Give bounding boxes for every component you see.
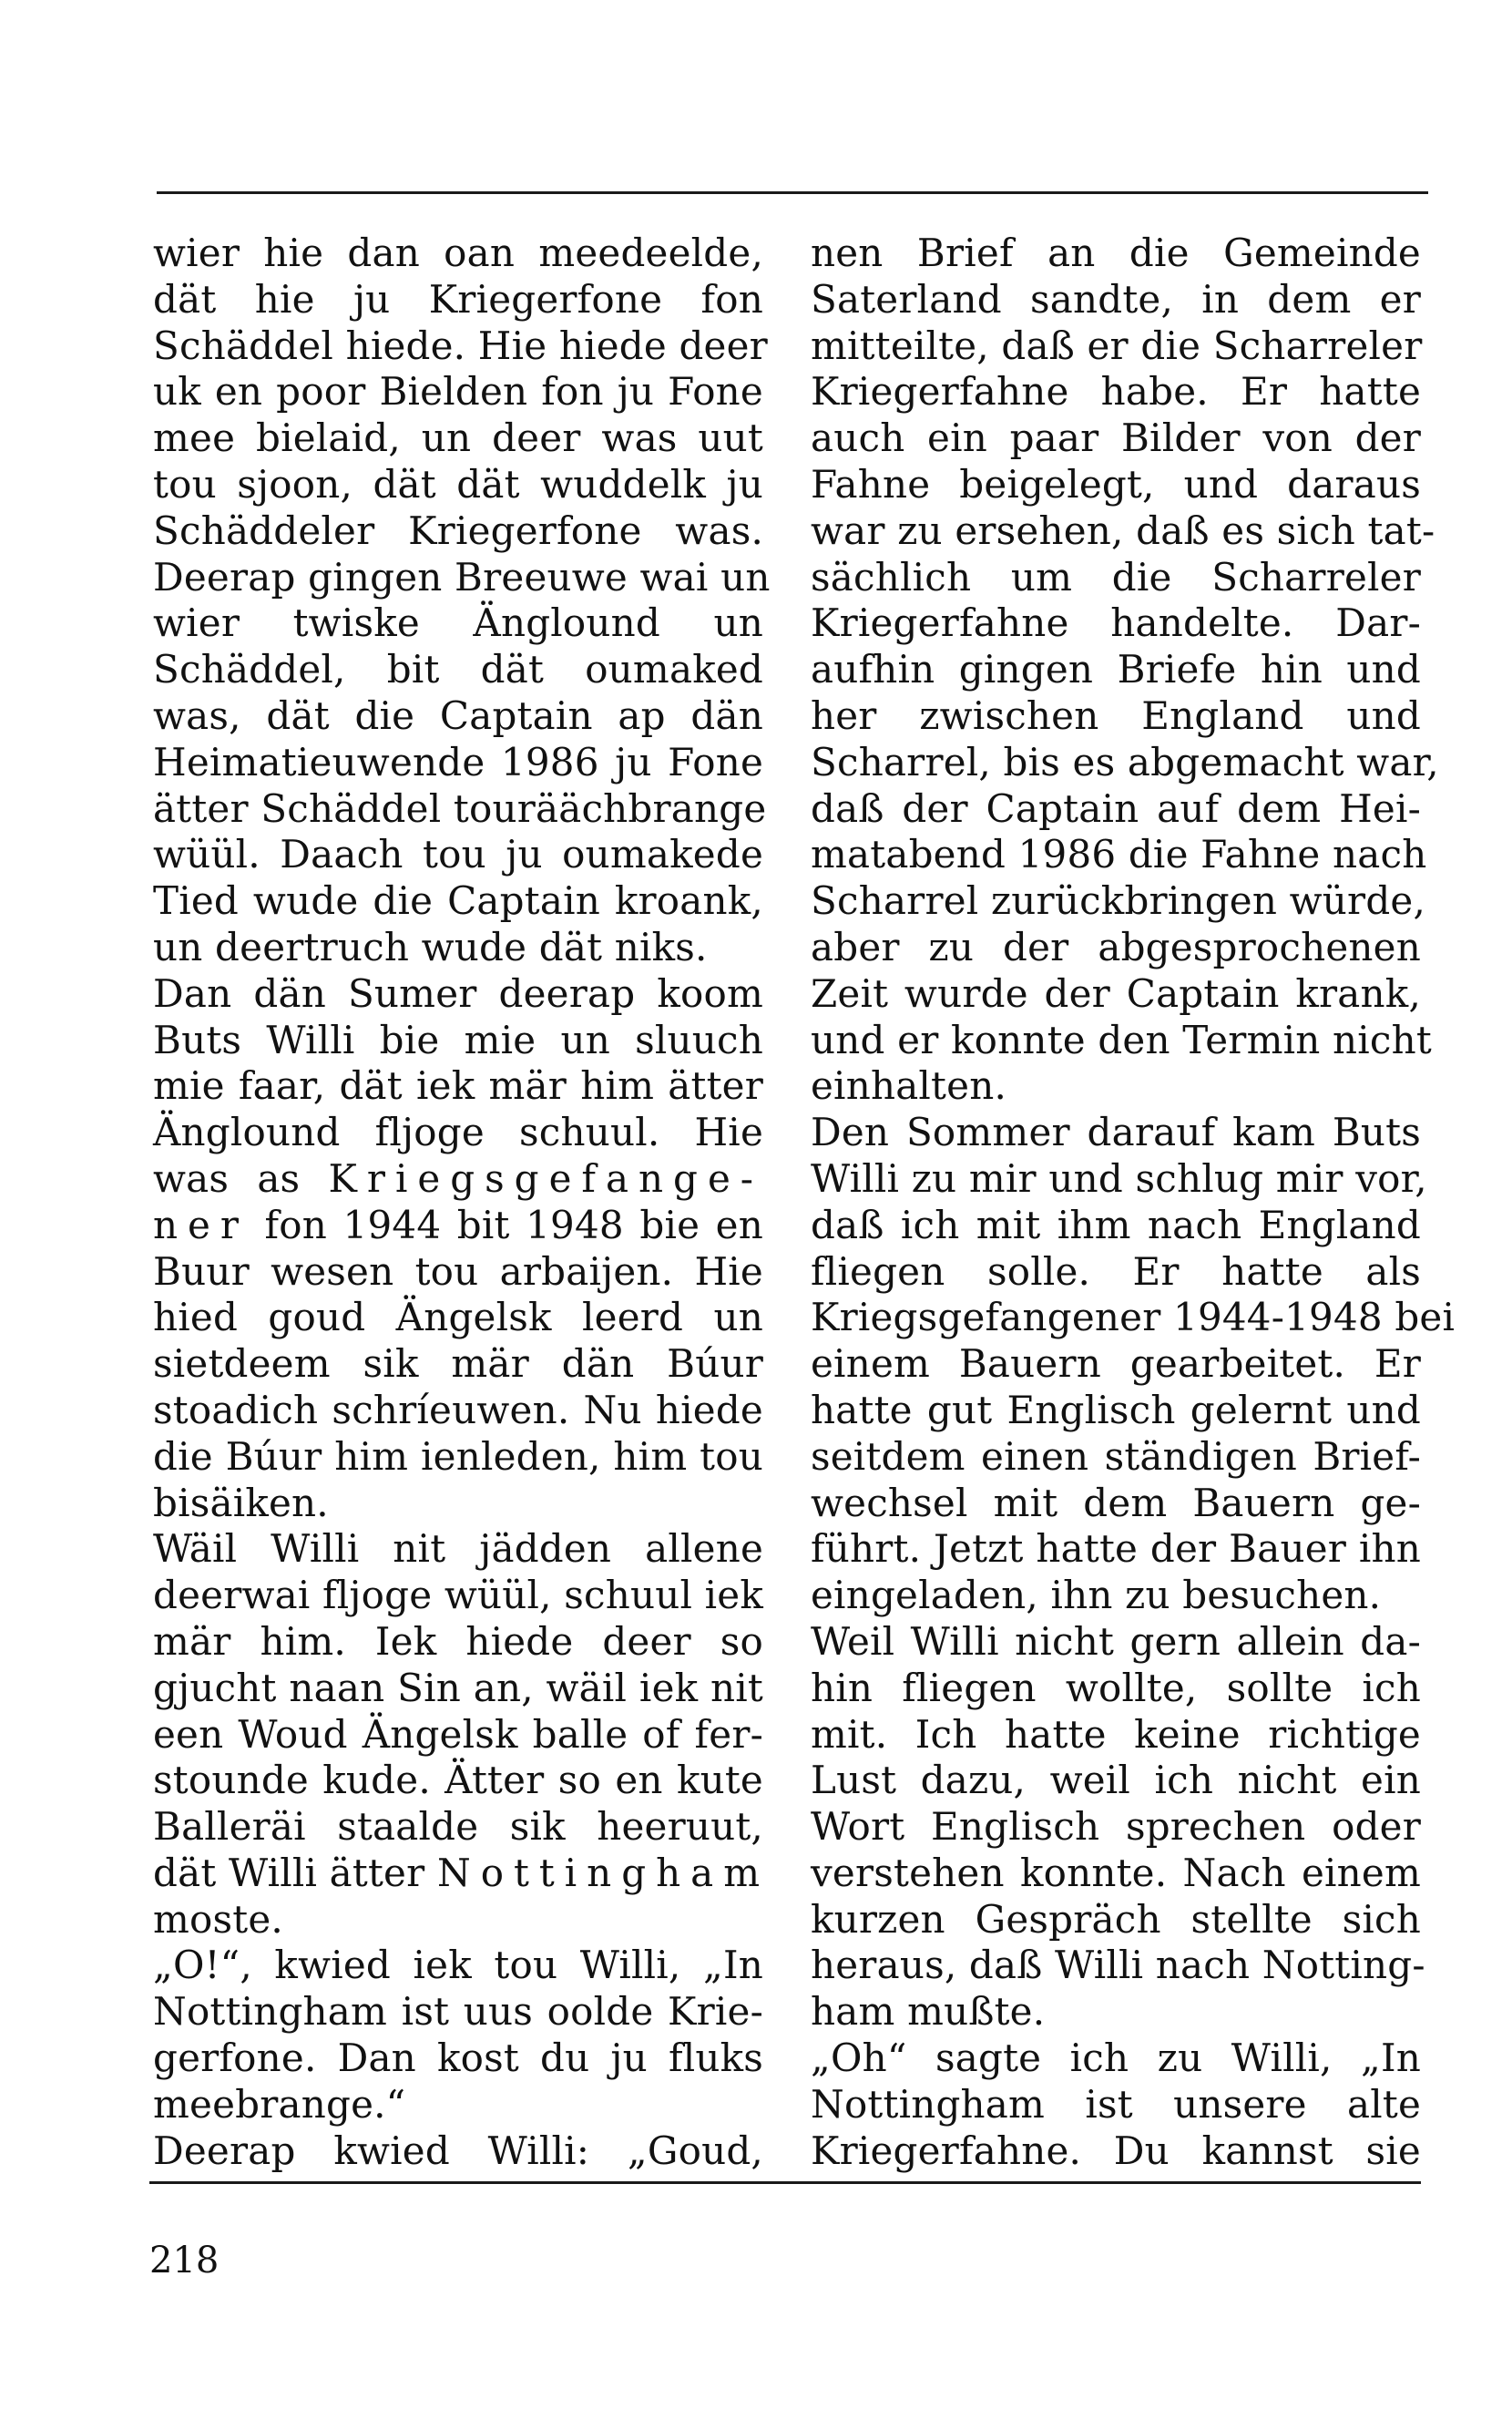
left-column-line: „O!“, kwied iek tou Willi, „In xyxy=(153,1943,763,1988)
left-column-line: Heimatieuwende 1986 ju Fone xyxy=(153,739,763,784)
right-column-line: hatte gut Englisch gelernt und xyxy=(811,1387,1421,1432)
left-column-line: mär him. Iek hiede deer so xyxy=(153,1618,763,1664)
right-column-line: mit. Ich hatte keine richtige xyxy=(811,1711,1421,1757)
right-column-line: aber zu der abgesprochenen xyxy=(811,924,1421,969)
left-column-line: wüül. Daach tou ju oumakede xyxy=(153,832,763,877)
left-column-line: Änglound fljoge schuul. Hie xyxy=(153,1110,763,1155)
left-column-line: tou sjoon, dät dät wuddelk ju xyxy=(153,461,763,507)
right-column-line: mitteilte, daß er die Scharreler xyxy=(811,323,1423,368)
right-column-line: „Oh“ sagte ich zu Willi, „In xyxy=(811,2035,1421,2081)
right-column-german xyxy=(811,231,1456,2174)
left-column-line: gjucht naan Sin an, wäil iek nit xyxy=(153,1665,763,1710)
left-column-line: die Búur him ienleden, him tou xyxy=(153,1433,763,1479)
left-column-line: Schäddel, bit dät oumaked xyxy=(153,647,763,692)
right-column-line: Nottingham ist unsere alte xyxy=(811,2081,1421,2127)
left-column-line: stoadich schríeuwen. Nu hiede xyxy=(153,1387,763,1432)
left-column-line: hied goud Ängelsk leerd un xyxy=(153,1295,763,1340)
right-column-line: Kriegerfahne. Du kannst sie xyxy=(811,2128,1421,2173)
left-column-line: Wäil Willi nit jädden allene xyxy=(153,1526,763,1572)
right-column-line: daß der Captain auf dem Hei- xyxy=(811,785,1421,831)
left-column-line: wier hie dan oan meedeelde, xyxy=(153,231,763,275)
right-column-line: wechsel mit dem Bauern ge- xyxy=(811,1480,1421,1525)
right-column-line: Willi zu mir und schlug mir vor, xyxy=(811,1155,1427,1201)
right-column-line: heraus, daß Willi nach Notting- xyxy=(811,1943,1425,1988)
right-column-line: Kriegsgefangener 1944-1948 bei xyxy=(811,1295,1456,1340)
spaced-word: Kriegsgefange- xyxy=(328,1155,763,1201)
right-column-line: führt. Jetzt hatte der Bauer ihn xyxy=(811,1526,1421,1572)
left-column-line: Buts Willi bie mie un sluuch xyxy=(153,1017,763,1062)
right-column-line: war zu ersehen, daß es sich tat- xyxy=(811,508,1435,553)
right-column-line: Kriegerfahne habe. Er hatte xyxy=(811,369,1421,415)
right-column-line: her zwischen England und xyxy=(811,692,1421,738)
right-column-line: Lust dazu, weil ich nicht ein xyxy=(811,1758,1421,1803)
left-column-line: moste. xyxy=(153,1896,283,1942)
right-column-line: matabend 1986 die Fahne nach xyxy=(811,832,1427,877)
left-column-line: Deerap kwied Willi: „Goud, xyxy=(153,2128,763,2173)
right-column-line: Zeit wurde der Captain krank, xyxy=(811,970,1421,1016)
right-column-line: Fahne beigelegt, und daraus xyxy=(811,461,1421,507)
right-column-line: Scharrel zurückbringen würde, xyxy=(811,878,1426,924)
left-column-line: een Woud Ängelsk balle of fer- xyxy=(153,1711,763,1757)
bottom-rule xyxy=(149,2181,1421,2184)
right-column-line: sächlich um die Scharreler xyxy=(811,554,1421,600)
left-column-line: dät Willi ätter Nottingham xyxy=(153,1850,771,1895)
left-column-line: was as Kriegsgefange- xyxy=(153,1155,763,1201)
left-column-saterfriesisch xyxy=(153,231,771,2174)
left-column-line: was, dät die Captain ap dän xyxy=(153,692,763,738)
left-column-line: stounde kude. Ätter so en kute xyxy=(153,1758,763,1803)
right-column-line: Kriegerfahne handelte. Dar- xyxy=(811,600,1421,646)
left-column-line: Dan dän Sumer deerap koom xyxy=(153,970,763,1016)
right-column-line: Wort Englisch sprechen oder xyxy=(811,1804,1421,1850)
right-column-line: aufhin gingen Briefe hin und xyxy=(811,647,1421,692)
left-column-line: Schäddel hiede. Hie hiede deer xyxy=(153,323,768,368)
left-column-line: un deertruch wude dät niks. xyxy=(153,924,708,969)
page-number: 218 xyxy=(149,2240,220,2282)
left-column-line: Schäddeler Kriegerfone was. xyxy=(153,508,763,553)
right-column-line: Scharrel, bis es abgemacht war, xyxy=(811,739,1439,784)
right-column-line: einem Bauern gearbeitet. Er xyxy=(811,1341,1421,1387)
left-column-line: wier twiske Änglound un xyxy=(153,600,763,646)
right-column-line: ham mußte. xyxy=(811,1989,1046,2035)
right-column-line: nen Brief an die Gemeinde xyxy=(811,231,1421,275)
right-column-line: fliegen solle. Er hatte als xyxy=(811,1248,1421,1294)
left-column-line: uk en poor Bielden fon ju Fone xyxy=(153,369,763,415)
left-column-line: Nottingham ist uus oolde Krie- xyxy=(153,1989,763,2035)
left-column-line: deerwai fljoge wüül, schuul iek xyxy=(153,1573,763,1618)
left-column-line: gerfone. Dan kost du ju fluks xyxy=(153,2035,763,2081)
right-column-line: seitdem einen ständigen Brief- xyxy=(811,1433,1421,1479)
spaced-word: ner xyxy=(153,1202,249,1247)
left-column-line: Tied wude die Captain kroank, xyxy=(153,878,763,924)
left-column-line: meebrange.“ xyxy=(153,2081,406,2127)
left-column-line: bisäiken. xyxy=(153,1480,329,1525)
right-column-line: einhalten. xyxy=(811,1063,1006,1109)
right-column-line: hin fliegen wollte, sollte ich xyxy=(811,1665,1421,1710)
left-column-line: ätter Schäddel touräächbrange xyxy=(153,785,767,831)
left-column-line: Balleräi staalde sik heeruut, xyxy=(153,1804,763,1850)
spaced-word: Nottingham xyxy=(436,1850,771,1895)
left-column-line: mee bielaid, un deer was uut xyxy=(153,415,763,461)
right-column-line: Den Sommer darauf kam Buts xyxy=(811,1110,1421,1155)
left-column-line: sietdeem sik mär dän Búur xyxy=(153,1341,763,1387)
top-rule xyxy=(157,191,1428,194)
right-column-line: auch ein paar Bilder von der xyxy=(811,415,1421,461)
left-column-line: Buur wesen tou arbaijen. Hie xyxy=(153,1248,763,1294)
left-column-line: Deerap gingen Breeuwe wai un xyxy=(153,554,771,600)
right-column-line: daß ich mit ihm nach England xyxy=(811,1202,1421,1247)
left-column-line: mie faar, dät iek mär him ätter xyxy=(153,1063,763,1109)
right-column-line: eingeladen, ihn zu besuchen. xyxy=(811,1573,1382,1618)
right-column-line: und er konnte den Termin nicht xyxy=(811,1017,1432,1062)
left-column-line: ner fon 1944 bit 1948 bie en xyxy=(153,1202,763,1247)
left-column-line: dät hie ju Kriegerfone fon xyxy=(153,276,763,322)
right-column-line: verstehen konnte. Nach einem xyxy=(811,1850,1421,1895)
right-column-line: kurzen Gespräch stellte sich xyxy=(811,1896,1421,1942)
right-column-line: Weil Willi nicht gern allein da- xyxy=(811,1618,1421,1664)
right-column-line: Saterland sandte, in dem er xyxy=(811,276,1421,322)
